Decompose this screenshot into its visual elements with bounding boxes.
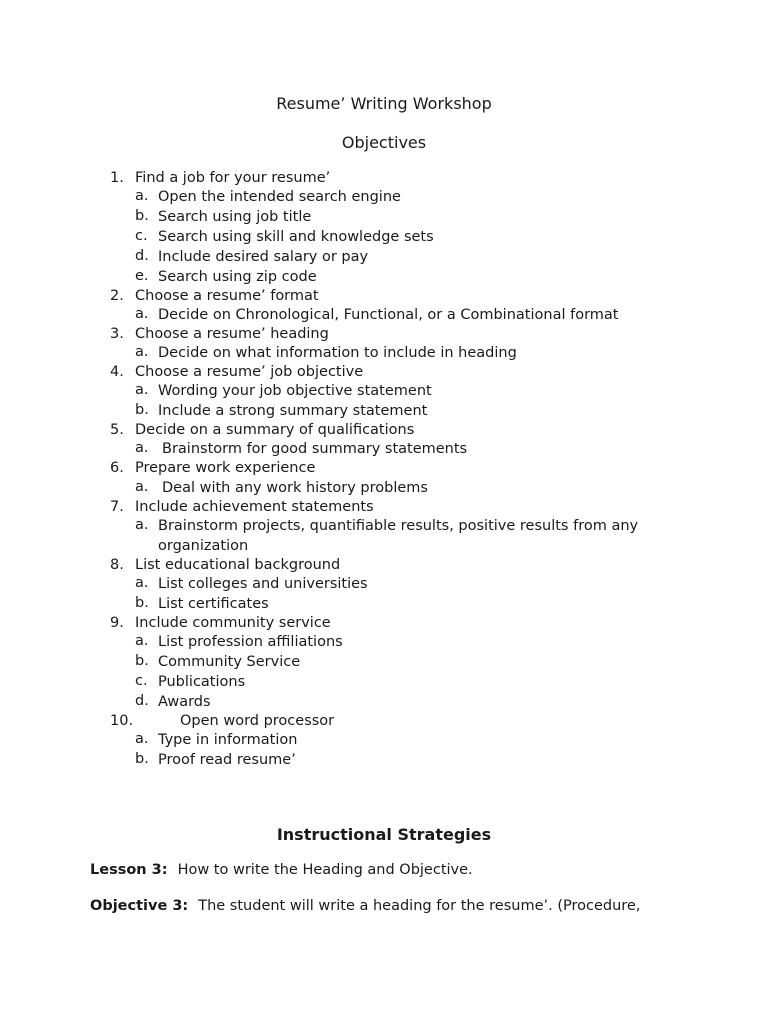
objective-item: [110, 169, 670, 287]
sub-text: List colleges and universities: [158, 575, 368, 592]
sub-text: Wording your job objective statement: [158, 383, 432, 400]
item-text: Choose a resume’ format: [135, 288, 319, 305]
sub-text: Decide on what information to include in heading: [158, 345, 517, 362]
sub-item: [135, 381, 670, 401]
sub-item: [135, 187, 670, 207]
item-number: 3.: [110, 326, 124, 343]
sub-item: [135, 652, 670, 672]
item-text: Prepare work experience: [135, 460, 316, 477]
sub-text: Brainstorm for good summary statements: [162, 441, 468, 458]
objective-item: [110, 614, 670, 712]
sub-letter: a.: [135, 730, 149, 747]
sub-letter: a.: [135, 632, 149, 649]
sub-letter: b.: [135, 594, 149, 611]
item-number: 5.: [110, 422, 124, 439]
sub-text: Deal with any work history problems: [162, 479, 428, 496]
sub-list: [110, 343, 670, 363]
sub-list: [110, 516, 670, 556]
objective-item: [110, 556, 670, 614]
item-number: 10.: [110, 712, 134, 729]
sub-item: [135, 692, 670, 712]
item-number: 2.: [110, 288, 124, 305]
sub-text: Publications: [158, 673, 246, 690]
sub-text: Search using job title: [158, 209, 312, 226]
sub-text: Proof read resume’: [158, 751, 296, 768]
sub-letter: d.: [135, 692, 149, 709]
sub-letter: a.: [135, 344, 149, 361]
sub-list: [110, 478, 670, 498]
sub-letter: a.: [135, 306, 149, 323]
item-text: List educational background: [135, 556, 341, 573]
sub-list: [110, 632, 670, 712]
objective-text: The student will write a heading for the resume’. (Procedure,: [198, 898, 641, 914]
item-text: Open word processor: [180, 712, 335, 729]
item-text: Include achievement statements: [135, 498, 374, 515]
sub-letter: b.: [135, 652, 149, 669]
sub-item: [135, 574, 670, 594]
objective-item: [110, 287, 670, 325]
sub-item: [135, 730, 670, 750]
item-number: 1.: [110, 170, 124, 186]
objective-item: [110, 498, 670, 556]
sub-letter: e.: [135, 268, 149, 285]
sub-text: Include a strong summary statement: [158, 403, 428, 420]
sub-item: [135, 750, 670, 770]
objective-item: [110, 325, 670, 363]
sub-text: List certificates: [158, 595, 269, 612]
sub-letter: a.: [135, 382, 149, 399]
item-text: Choose a resume’ job objective: [135, 364, 364, 381]
sub-item: [135, 594, 670, 614]
objective-item: [110, 421, 670, 459]
document-title: Resume’ Writing Workshop: [276, 94, 492, 113]
objective-item: [110, 712, 670, 770]
sub-letter: c.: [135, 228, 148, 245]
sub-letter: a.: [135, 516, 149, 533]
objective-line: [90, 898, 730, 914]
sub-text: Search using skill and knowledge sets: [158, 229, 434, 246]
strategies-heading: Instructional Strategies: [276, 825, 492, 844]
sub-item: [135, 305, 670, 325]
sub-item: [135, 672, 670, 692]
item-number: 6.: [110, 460, 124, 477]
sub-text: Open the intended search engine: [158, 189, 401, 206]
item-number: 4.: [110, 364, 124, 381]
sub-list: [110, 730, 670, 770]
item-text: Decide on a summary of qualifications: [135, 422, 415, 439]
sub-text: Community Service: [158, 653, 301, 670]
objective-item: [110, 363, 670, 421]
sub-letter: a.: [135, 478, 149, 495]
sub-item: [135, 478, 670, 498]
item-text: Choose a resume’ heading: [135, 326, 329, 343]
sub-item: [135, 439, 670, 459]
item-number: 9.: [110, 614, 124, 631]
sub-item: [135, 247, 670, 267]
sub-letter: a.: [135, 574, 149, 591]
sub-text: Include desired salary or pay: [158, 249, 369, 266]
item-text: Include community service: [135, 614, 331, 631]
sub-letter: c.: [135, 672, 148, 689]
sub-text: Type in information: [158, 731, 298, 748]
sub-item: [135, 207, 670, 227]
sub-letter: b.: [135, 402, 149, 419]
sub-text: List profession affiliations: [158, 633, 343, 650]
sub-item: [135, 516, 670, 556]
sub-item: [135, 401, 670, 421]
item-number: 7.: [110, 498, 124, 515]
item-text: Find a job for your resume’: [135, 170, 331, 186]
sub-letter: d.: [135, 248, 149, 265]
item-number: 8.: [110, 556, 124, 573]
sub-list: [110, 574, 670, 614]
sub-item: [135, 632, 670, 652]
sub-list: [110, 187, 670, 287]
sub-text: Brainstorm projects, quantifiable results, positive results from any organization: [158, 517, 639, 554]
sub-text: Search using zip code: [158, 269, 317, 286]
lesson-text: How to write the Heading and Objective.: [177, 862, 473, 878]
lesson-line: [90, 862, 730, 878]
objective-item: [110, 459, 670, 497]
sub-letter: a.: [135, 188, 149, 205]
sub-letter: b.: [135, 750, 149, 767]
sub-item: [135, 267, 670, 287]
sub-letter: b.: [135, 208, 149, 225]
sub-list: [110, 381, 670, 421]
objective-label: Objective 3:: [90, 898, 189, 914]
sub-item: [135, 227, 670, 247]
sub-text: Decide on Chronological, Functional, or a Combinational format: [158, 307, 619, 324]
objectives-heading: Objectives: [341, 133, 427, 152]
lesson-label: Lesson 3:: [90, 862, 168, 878]
sub-list: [110, 439, 670, 459]
sub-text: Awards: [158, 693, 211, 710]
sub-item: [135, 343, 670, 363]
sub-letter: a.: [135, 440, 149, 457]
sub-list: [110, 305, 670, 325]
objectives-list: [110, 169, 670, 770]
